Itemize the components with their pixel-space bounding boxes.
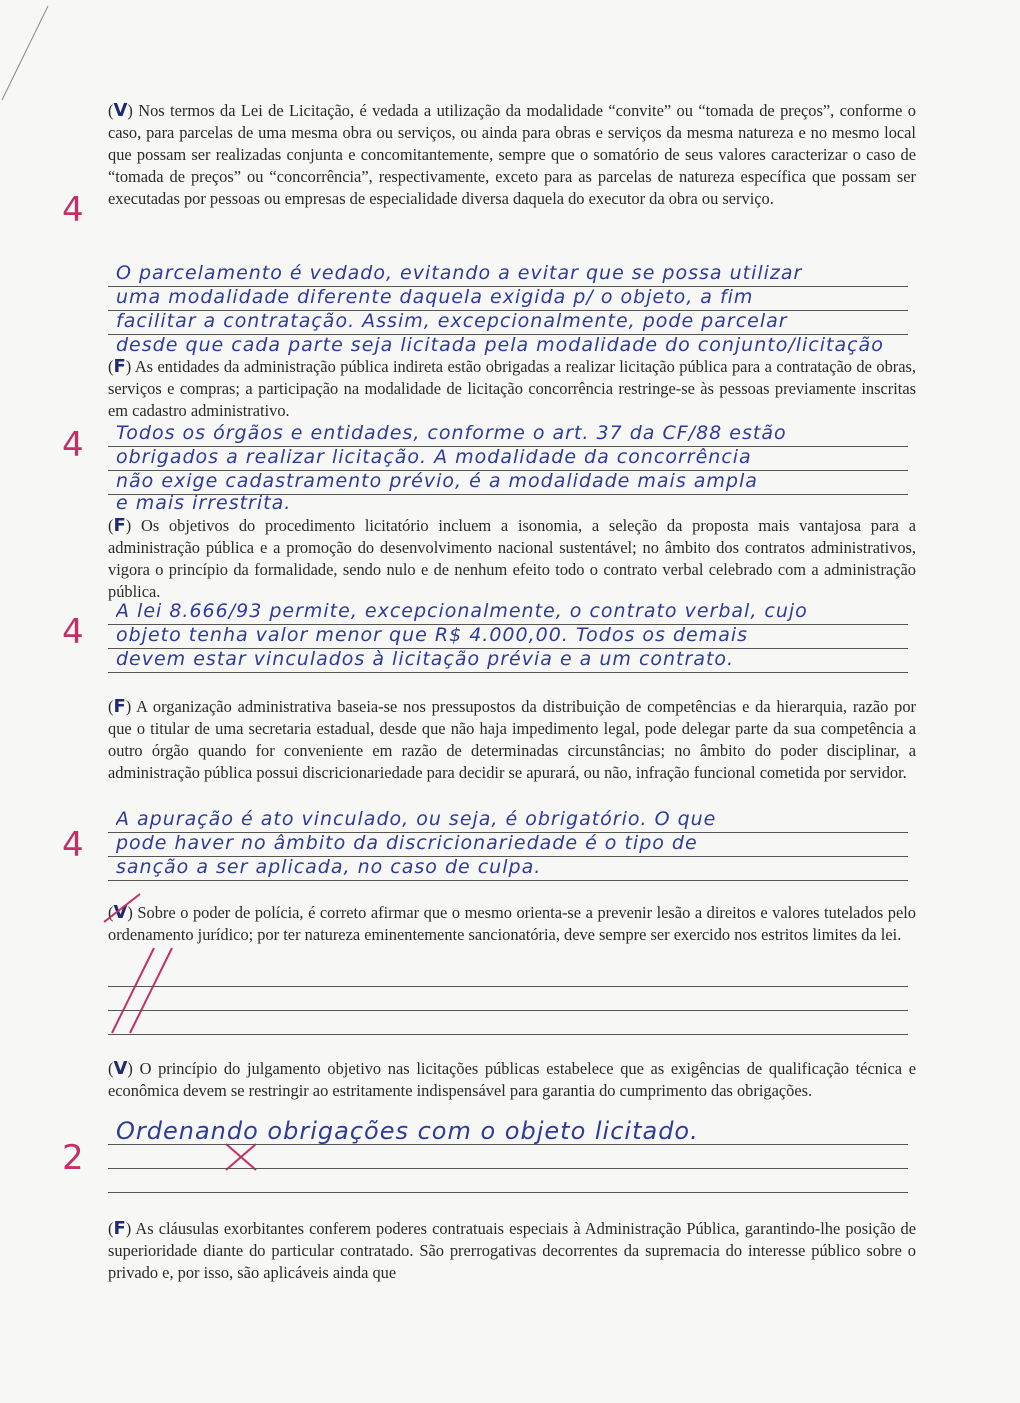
answer-mark: F bbox=[113, 356, 126, 377]
answer-mark: V bbox=[113, 1058, 128, 1079]
answer-area-2 bbox=[108, 420, 916, 515]
grade-score: 4 bbox=[62, 825, 84, 865]
question-2: (F) As entidades da administração pública indireta estão obrigadas a realizar licitação pública para a contratação de obras, serviços e compras; a participação na modalidade de licitação concorrência restringe-se às pessoas previamente inscritas em cadastro administrativo. bbox=[108, 356, 916, 420]
grade-score: 4 bbox=[62, 612, 84, 652]
answer-mark: F bbox=[113, 515, 126, 536]
answer-area-5 bbox=[108, 960, 916, 1040]
answer-area-3 bbox=[108, 598, 916, 678]
handwritten-line: devem estar vinculados à licitação prévia e a um contrato. bbox=[116, 648, 735, 670]
question-text: Nos termos da Lei de Licitação, é vedada a utilização da modalidade “convite” ou “tomada de preços”, conforme o caso, para parcelas de uma mesma obra ou serviços, ou ainda para obras e serviços da mesma natureza e no mesmo local que possam ser realizadas conjunta e concomitantemente, sempre que o somatório de seus valores caracterizar o caso de “tomada de preços” ou “concorrência”, respectivamente, exceto para as parcelas de natureza específica que possam ser executadas por pessoas ou empresas de especialidade diversa daquela do executor da obra ou serviço. bbox=[108, 101, 916, 208]
handwritten-line: não exige cadastramento prévio, é a modalidade mais ampla bbox=[116, 470, 758, 492]
handwritten-line: sanção a ser aplicada, no caso de culpa. bbox=[116, 856, 542, 878]
answer-area-4 bbox=[108, 806, 916, 886]
question-1: (V) Nos termos da Lei de Licitação, é vedada a utilização da modalidade “convite” ou “tomada de preços”, conforme o caso, para parcelas de uma mesma obra ou serviços, ou ainda para obras e serviços da mesma natureza e no mesmo local que possam ser realizadas conjunta e concomitantemente, sempre que o somatório de seus valores caracterizar o caso de “tomada de preços” ou “concorrência”, respectivamente, exceto para as parcelas de natureza específica que possam ser executadas por pessoas ou empresas de especialidade diversa daquela do executor da obra ou serviço. bbox=[108, 100, 916, 208]
grade-score: 2 bbox=[62, 1138, 84, 1178]
handwritten-line: A apuração é ato vinculado, ou seja, é obrigatório. O que bbox=[116, 808, 717, 830]
question-text: Sobre o poder de polícia, é correto afirmar que o mesmo orienta-se a prevenir lesão a direitos e valores tutelados pelo ordenamento jurídico; por ter natureza eminentemente sancionatória, deve sempre ser exercido nos estritos limites da lei. bbox=[108, 903, 916, 944]
grade-score: 4 bbox=[62, 425, 84, 465]
handwritten-line: facilitar a contratação. Assim, excepcionalmente, pode parcelar bbox=[116, 310, 788, 332]
handwritten-line: objeto tenha valor menor que R$ 4.000,00. Todos os demais bbox=[116, 624, 749, 646]
answer-mark: V bbox=[113, 902, 128, 923]
handwritten-line: desde que cada parte seja licitada pela modalidade do conjunto/licitação bbox=[116, 334, 884, 356]
handwritten-line: Ordenando obrigações com o objeto licitado. bbox=[116, 1118, 699, 1144]
grade-score: 4 bbox=[62, 190, 84, 230]
question-text: Os objetivos do procedimento licitatório incluem a isonomia, a seleção da proposta mais vantajosa para a administração pública e a promoção do desenvolvimento nacional sustentável; no âmbito dos contratos administrativos, vigora o princípio da formalidade, sendo nulo e de nenhum efeito todo o contrato verbal celebrado com a administração pública. bbox=[108, 516, 916, 601]
question-text: O princípio do julgamento objetivo nas licitações públicas estabelece que as exigências de qualificação técnica e econômica devem se restringir ao estritamente indispensável para garantia do cumprimento das obrigações. bbox=[108, 1059, 916, 1100]
question-5: (V) Sobre o poder de polícia, é correto afirmar que o mesmo orienta-se a prevenir lesão a direitos e valores tutelados pelo ordenamento jurídico; por ter natureza eminentemente sancionatória, deve sempre ser exercido nos estritos limites da lei. bbox=[108, 902, 916, 944]
question-4: (F) A organização administrativa baseia-se nos pressupostos da distribuição de competências e da hierarquia, razão por que o titular de uma secretaria estadual, desde que não haja impedimento legal, pode delegar parte da sua competência a outro órgão quando for conveniente em razão de determinadas circunstâncias; no âmbito do poder disciplinar, a administração pública possui discricionariedade para decidir se apurará, ou não, infração funcional cometida por servidor. bbox=[108, 696, 916, 782]
handwritten-line: Todos os órgãos e entidades, conforme o art. 37 da CF/88 estão bbox=[116, 422, 787, 444]
handwritten-line: e mais irrestrita. bbox=[116, 492, 292, 514]
corner-pen-stroke bbox=[0, 0, 60, 110]
question-3: (F) Os objetivos do procedimento licitatório incluem a isonomia, a seleção da proposta mais vantajosa para a administração pública e a promoção do desenvolvimento nacional sustentável; no âmbito dos contratos administrativos, vigora o princípio da formalidade, sendo nulo e de nenhum efeito todo o contrato verbal celebrado com a administração pública. bbox=[108, 515, 916, 601]
question-text: A organização administrativa baseia-se nos pressupostos da distribuição de competências e da hierarquia, razão por que o titular de uma secretaria estadual, desde que não haja impedimento legal, pode delegar parte da sua competência a outro órgão quando for conveniente em razão de determinadas circunstâncias; no âmbito do poder disciplinar, a administração pública possui discricionariedade para decidir se apurará, ou não, infração funcional cometida por servidor. bbox=[108, 697, 916, 782]
handwritten-line: pode haver no âmbito da discricionariedade é o tipo de bbox=[116, 832, 698, 854]
answer-mark: V bbox=[113, 100, 128, 121]
answer-area-6 bbox=[108, 1118, 916, 1198]
handwritten-line: O parcelamento é vedado, evitando a evitar que se possa utilizar bbox=[116, 262, 803, 284]
answer-mark: F bbox=[113, 1218, 126, 1239]
answer-area-1 bbox=[108, 258, 916, 358]
question-6: (V) O princípio do julgamento objetivo nas licitações públicas estabelece que as exigências de qualificação técnica e econômica devem se restringir ao estritamente indispensável para garantia do cumprimento das obrigações. bbox=[108, 1058, 916, 1100]
question-7: (F) As cláusulas exorbitantes conferem poderes contratuais especiais à Administração Pública, garantindo-lhe posição de superioridade diante do particular contratado. São prerrogativas decorrentes da supremacia do interesse público sobre o privado e, por isso, são aplicáveis ainda que bbox=[108, 1218, 916, 1282]
answer-mark: F bbox=[113, 696, 126, 717]
question-text: As cláusulas exorbitantes conferem poderes contratuais especiais à Administração Pública, garantindo-lhe posição de superioridade diante do particular contratado. São prerrogativas decorrentes da supremacia do interesse público sobre o privado e, por isso, são aplicáveis ainda que bbox=[108, 1219, 916, 1282]
handwritten-line: uma modalidade diferente daquela exigida p/ o objeto, a fim bbox=[116, 286, 754, 308]
question-text: As entidades da administração pública indireta estão obrigadas a realizar licitação pública para a contratação de obras, serviços e compras; a participação na modalidade de licitação concorrência restringe-se às pessoas previamente inscritas em cadastro administrativo. bbox=[108, 357, 916, 420]
handwritten-line: obrigados a realizar licitação. A modalidade da concorrência bbox=[116, 446, 752, 468]
handwritten-line: A lei 8.666/93 permite, excepcionalmente, o contrato verbal, cujo bbox=[116, 600, 808, 622]
